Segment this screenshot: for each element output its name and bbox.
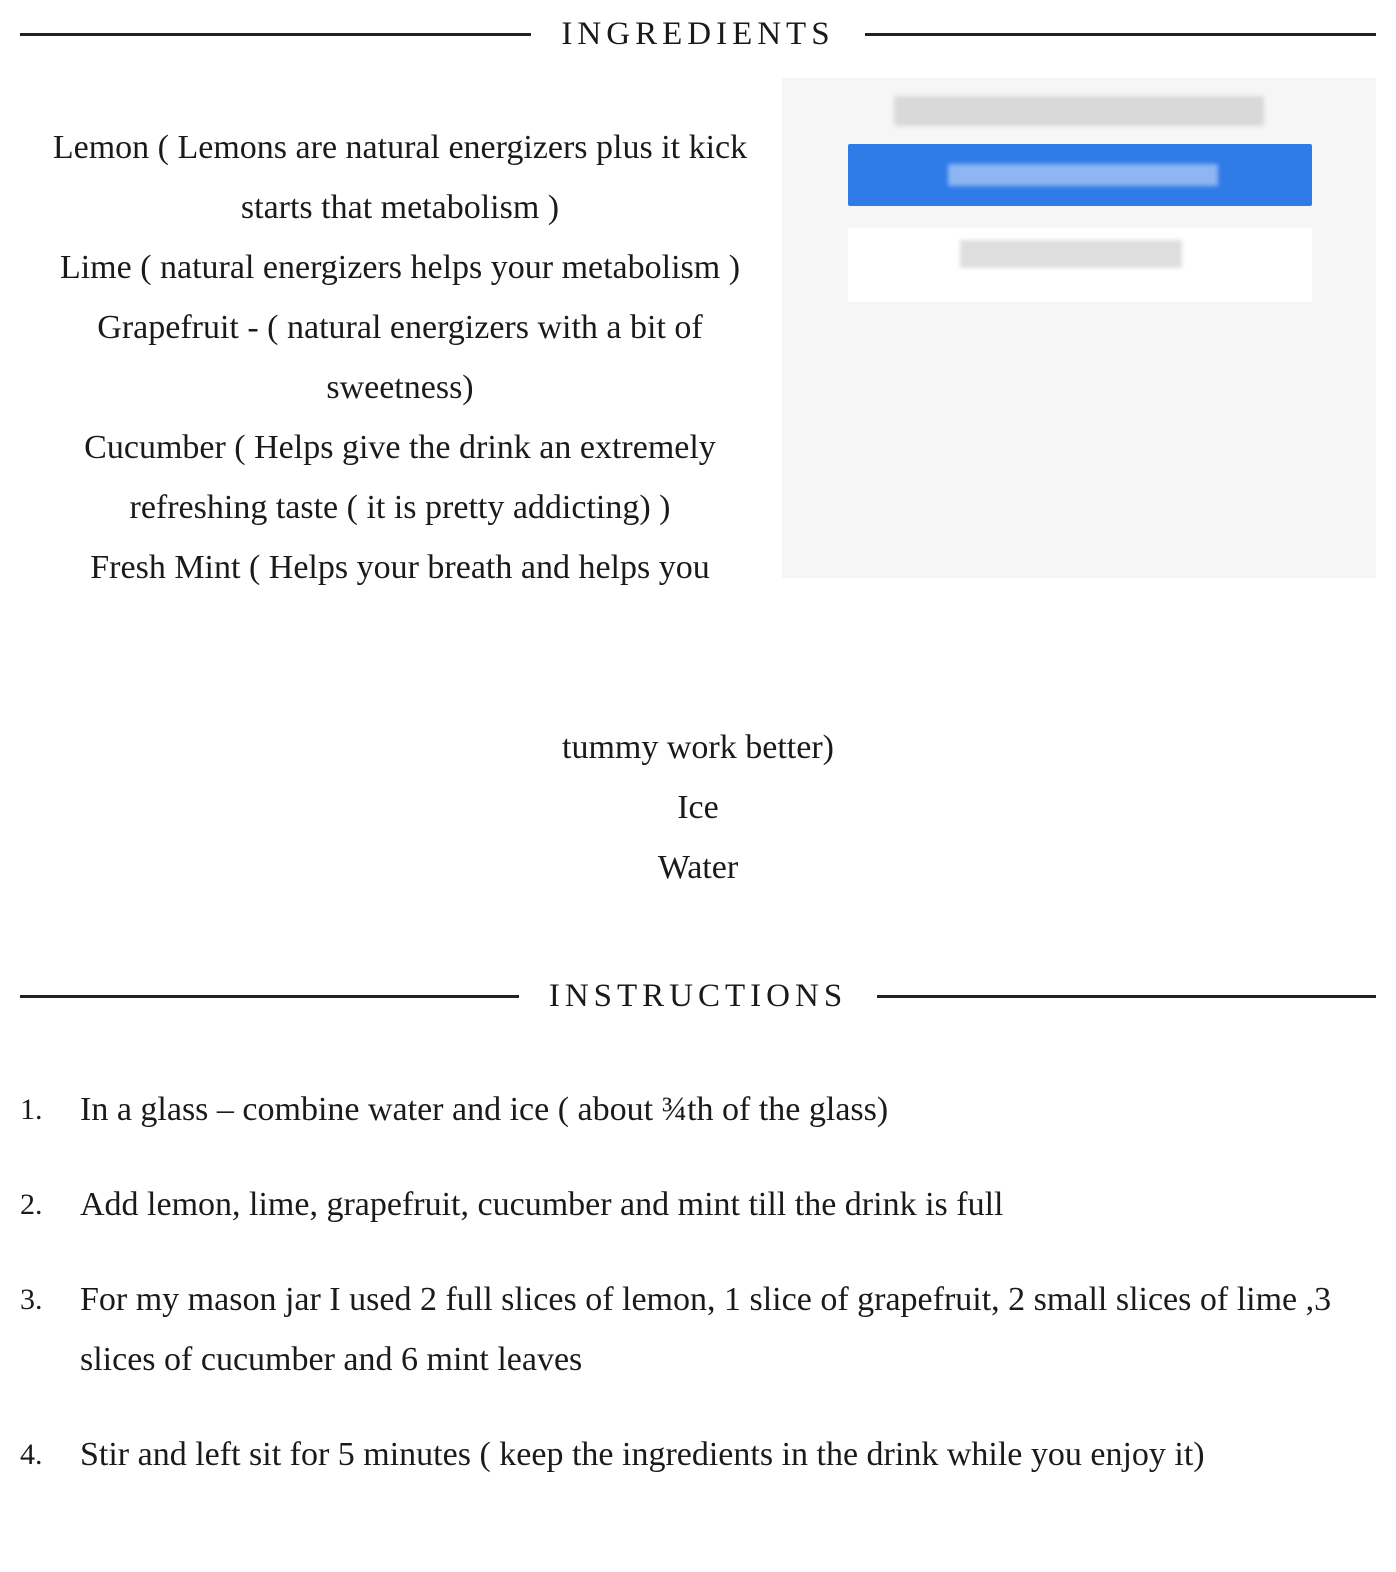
- ingredients-heading-row: [20, 14, 1376, 54]
- blurred-ad-block[interactable]: [782, 78, 1376, 578]
- heading-rule-left: [20, 33, 531, 36]
- ad-button-text-blurred: [948, 164, 1218, 186]
- heading-rule-right: [865, 33, 1376, 36]
- instruction-step: [20, 1175, 1350, 1235]
- step-number: 2.: [20, 1188, 43, 1221]
- ingredient-item: Cucumber ( Helps give the drink an extremely refreshing taste ( it is pretty addicting) ): [84, 429, 716, 526]
- ingredient-item: tummy work better): [562, 729, 834, 766]
- ingredient-item: Fresh Mint ( Helps your breath and helps you: [90, 549, 710, 586]
- ingredient-item: Lime ( natural energizers helps your metabolism ): [59, 249, 741, 286]
- heading-rule-right: [877, 995, 1376, 998]
- ingredients-list: [20, 118, 780, 598]
- ingredients-heading: INGREDIENTS: [561, 16, 835, 52]
- instructions-list: [20, 1080, 1350, 1520]
- step-text: Stir and left sit for 5 minutes ( keep the ingredients in the drink while you enjoy it): [80, 1436, 1205, 1473]
- step-number: 1.: [20, 1093, 43, 1126]
- step-text: In a glass – combine water and ice ( about ¾th of the glass): [80, 1091, 889, 1128]
- step-text: Add lemon, lime, grapefruit, cucumber and mint till the drink is full: [80, 1186, 1004, 1223]
- ad-title-blurred: [894, 96, 1264, 126]
- ingredient-item: Water: [657, 849, 739, 886]
- ingredient-item: Ice: [677, 789, 719, 826]
- ad-subtext-blurred: [960, 240, 1182, 268]
- ad-subtext-box: [848, 228, 1312, 302]
- ingredient-item: Grapefruit - ( natural energizers with a bit of sweetness): [97, 309, 703, 406]
- ingredients-list-continued: [0, 718, 1396, 898]
- step-number: 3.: [20, 1283, 43, 1316]
- instructions-heading: INSTRUCTIONS: [548, 978, 848, 1014]
- instruction-step: [20, 1270, 1350, 1390]
- heading-rule-left: [20, 995, 519, 998]
- instructions-heading-row: [20, 976, 1376, 1016]
- ad-button[interactable]: [848, 144, 1312, 206]
- step-number: 4.: [20, 1438, 43, 1471]
- instruction-step: [20, 1080, 1350, 1140]
- instruction-step: [20, 1425, 1350, 1485]
- step-text: For my mason jar I used 2 full slices of lemon, 1 slice of grapefruit, 2 small slices of lime ,3 slices of cucumber and 6 mint leaves: [80, 1281, 1332, 1378]
- ingredient-item: Lemon ( Lemons are natural energizers plus it kick starts that metabolism ): [52, 129, 748, 226]
